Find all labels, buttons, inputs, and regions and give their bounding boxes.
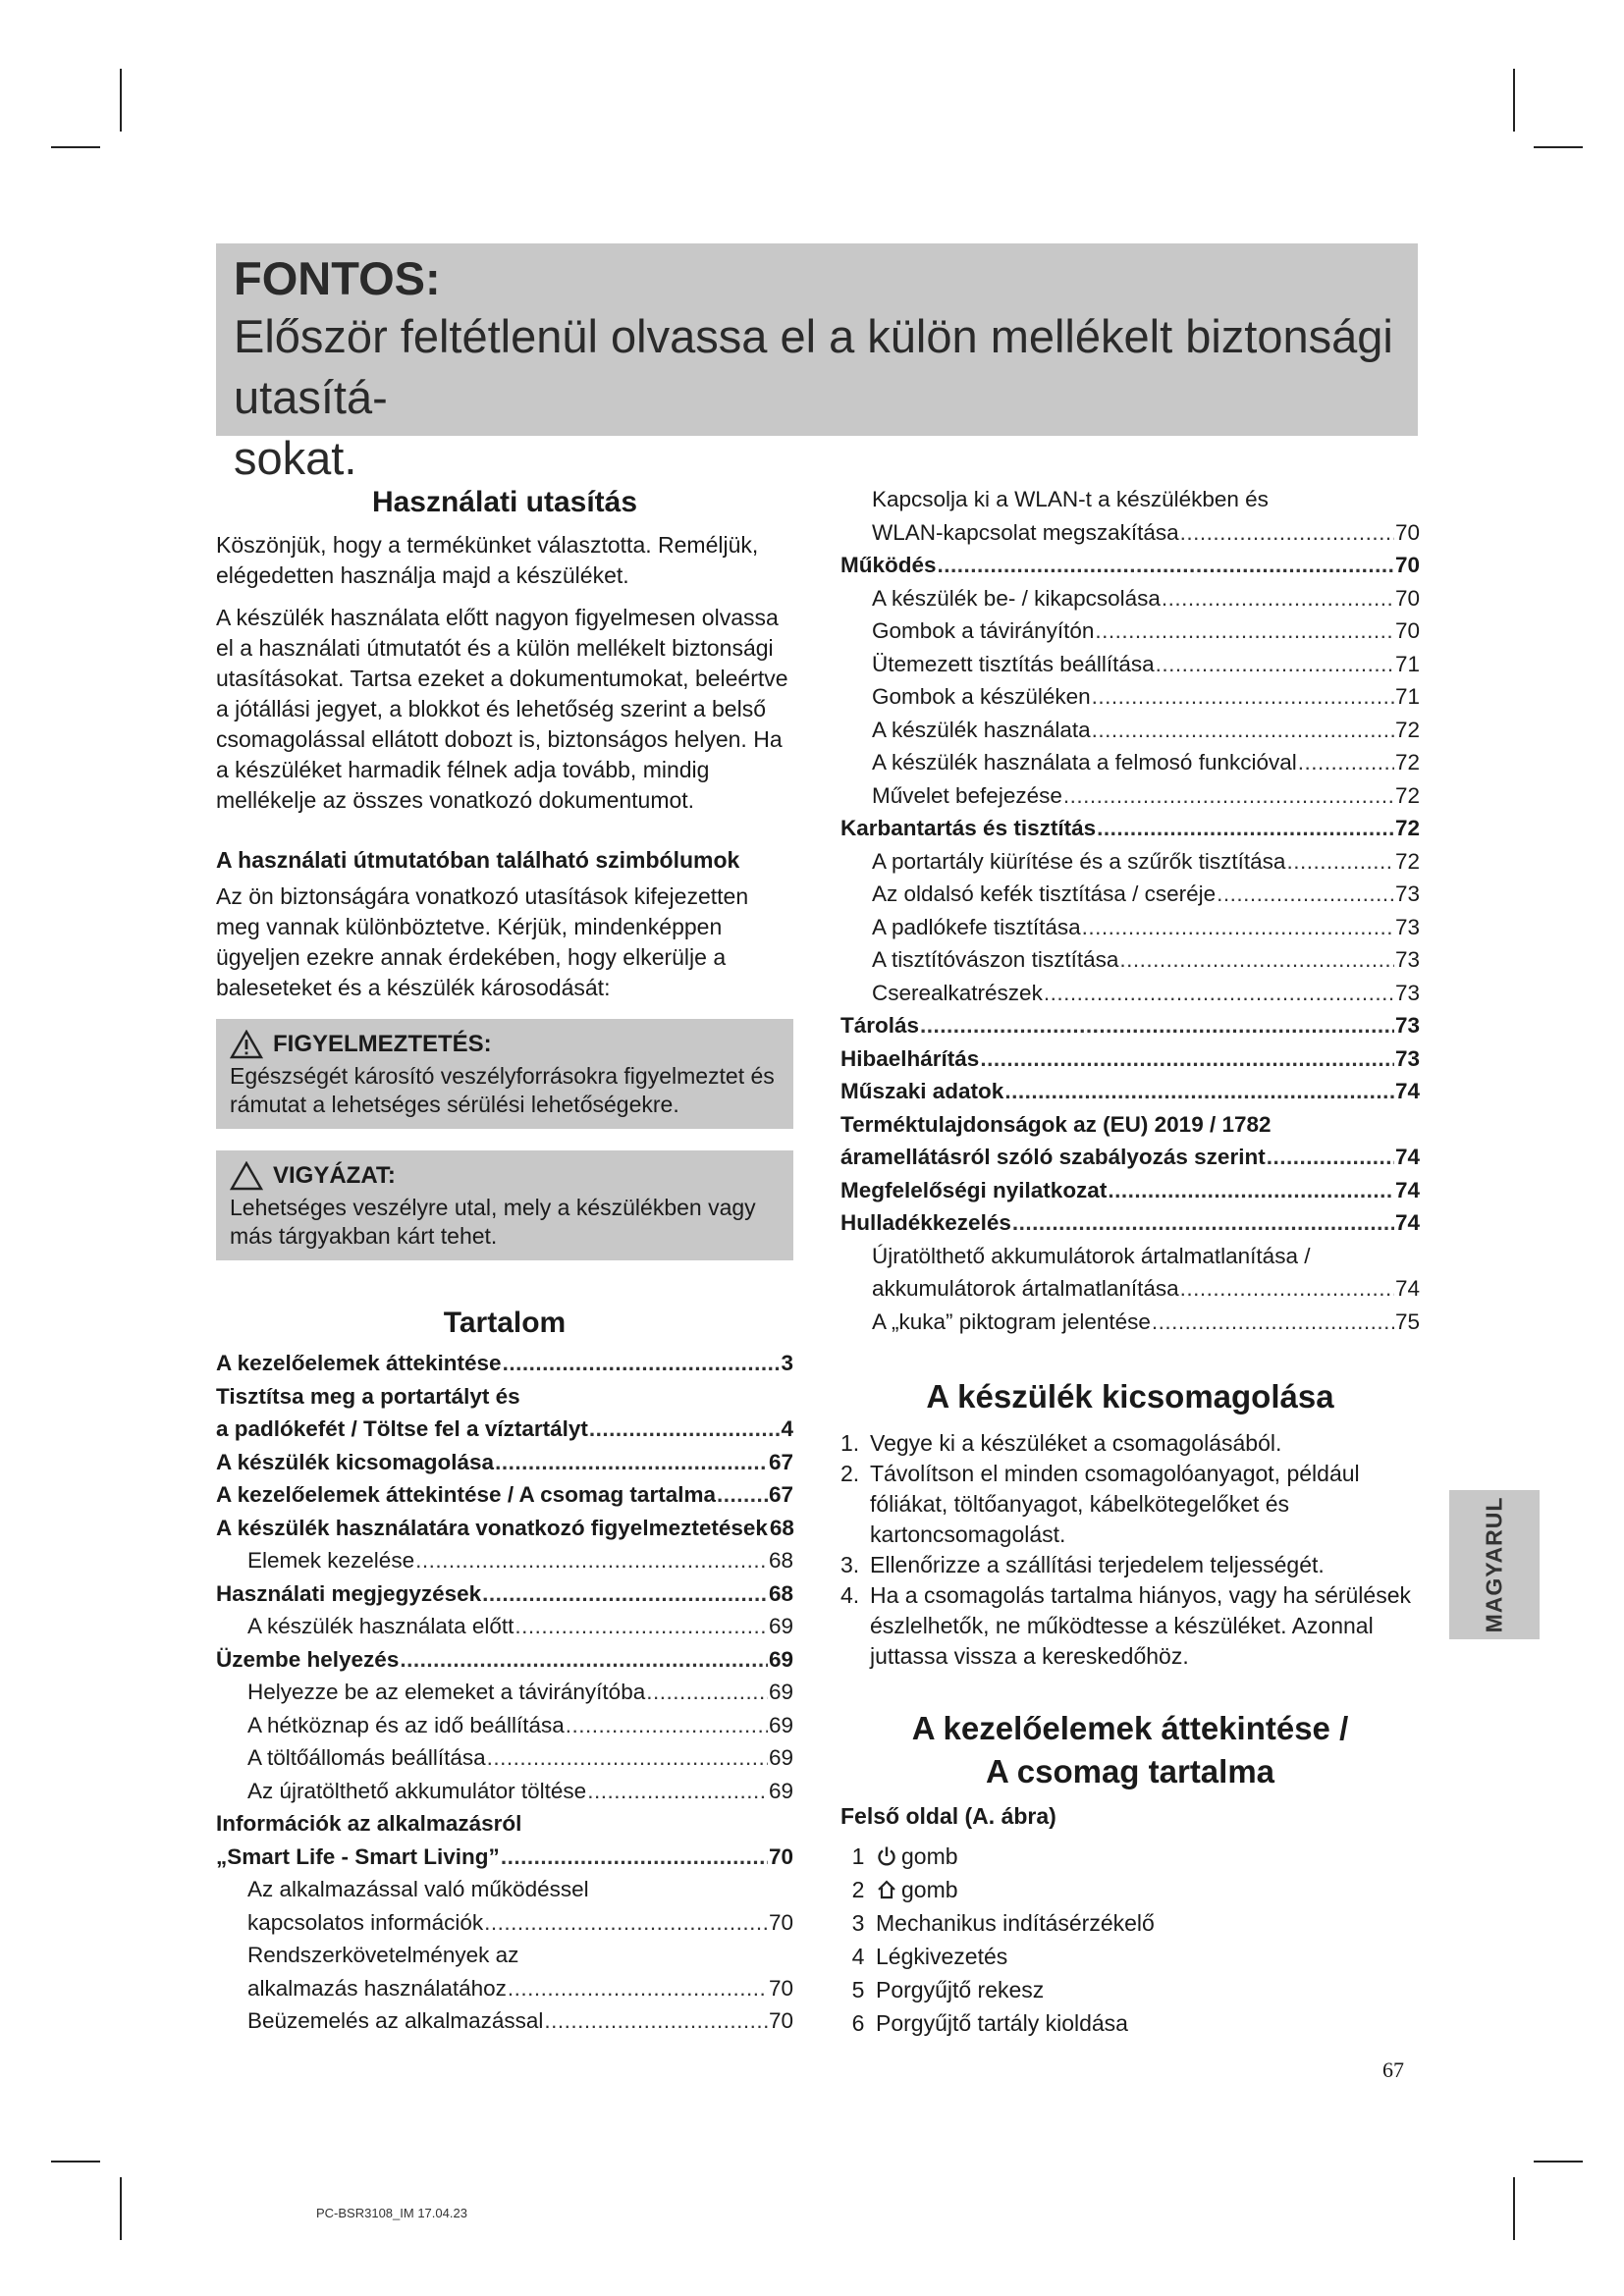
toc-entry-page: 69: [768, 1745, 793, 1770]
toc-entry: [216, 1610, 793, 1643]
toc-entry-page: 72: [1394, 848, 1420, 874]
step-text: Távolítson el minden csomagolóanyagot, például fóliákat, töltőanyagot, kábelkötegelőket és kartoncsomagolást.: [870, 1461, 1360, 1547]
toc-entry: [840, 911, 1420, 944]
part-number: 5: [851, 1977, 865, 2002]
toc-entry-title: Gombok a távirányítón: [872, 618, 1095, 643]
part-item: [840, 1973, 1420, 2006]
toc-entry-title: A készülék használatára vonatkozó figyelmeztetések: [216, 1515, 768, 1540]
toc-leader-dots: [1217, 878, 1394, 911]
toc-leader-dots: [487, 1741, 768, 1775]
toc-entry-title: akkumulátorok ártalmatlanítása: [872, 1276, 1179, 1301]
left-column: [216, 483, 793, 2038]
toc-entry: [840, 878, 1420, 911]
warning-text: Egészségét károsító veszélyforrásokra figyelmeztet és rámutat a lehetséges sérülési lehetőségekre.: [230, 1063, 775, 1117]
part-label-text: Mechanikus indításérzékelő: [876, 1910, 1155, 1936]
toc-leader-dots: [1156, 648, 1394, 681]
toc-leader-dots: [1092, 714, 1394, 747]
right-column: [840, 483, 1420, 2040]
toc-entry-line: Újratölthető akkumulátorok ártalmatlanítása /: [872, 1243, 1311, 1268]
toc-leader-dots: [1286, 845, 1394, 879]
toc-leader-dots: [646, 1676, 768, 1709]
toc-entry: [216, 1709, 793, 1742]
overview-heading-1: A kezelőelemek áttekintése /: [911, 1710, 1349, 1746]
toc-entry-page: 71: [1394, 651, 1420, 676]
toc-entry-title: Az oldalsó kefék tisztítása / cseréje: [872, 881, 1217, 906]
toc-leader-dots: [920, 1009, 1394, 1042]
part-number: 4: [851, 1944, 865, 1969]
toc-entry: [840, 812, 1420, 845]
toc-entry-title: A készülék be- / kikapcsolása: [872, 585, 1161, 611]
toc-entry-title: A kezelőelemek áttekintése: [216, 1351, 502, 1375]
part-item: [840, 1873, 1420, 1906]
overview-subheading: Felső oldal (A. ábra): [840, 1803, 1056, 1829]
toc-entry-title: alkalmazás használatához: [247, 1975, 507, 2001]
toc-entry-line: Kapcsolja ki a WLAN-t a készülékben és: [872, 487, 1269, 511]
toc-entry-page: 4: [781, 1416, 793, 1441]
unpack-step: [840, 1428, 1420, 1459]
toc-leader-dots: [1298, 746, 1394, 779]
toc-entry-title: Karbantartás és tisztítás: [840, 816, 1097, 840]
crop-mark: [1513, 2177, 1515, 2240]
toc-entry: [840, 943, 1420, 977]
toc-leader-dots: [938, 549, 1394, 582]
toc-entry-page: 70: [1394, 553, 1420, 577]
toc-entry-page: 73: [1394, 947, 1420, 972]
toc-entry: [840, 977, 1420, 1010]
toc-entry-title: A kezelőelemek áttekintése / A csomag tartalma: [216, 1482, 716, 1507]
overview-heading-2: A csomag tartalma: [985, 1753, 1275, 1789]
toc-entry-title: Az újratölthető akkumulátor töltése: [247, 1778, 587, 1803]
toc-leader-dots: [400, 1643, 768, 1677]
crop-mark: [120, 69, 122, 132]
toc-entry: [216, 2004, 793, 2038]
part-label-text: gomb: [901, 1843, 958, 1869]
toc-entry: [216, 1972, 793, 2005]
toc-entry-title: Üzembe helyezés: [216, 1646, 400, 1672]
part-item: [840, 1906, 1420, 1940]
toc-leader-dots: [415, 1544, 768, 1577]
step-text: Vegye ki a készüléket a csomagolásából.: [870, 1430, 1282, 1456]
toc-entry-page: 73: [1394, 980, 1420, 1005]
symbols-heading: A használati útmutatóban található szimbólumok: [216, 847, 740, 873]
toc-leader-dots: [1082, 911, 1394, 944]
toc-entry: [216, 1906, 793, 1940]
warning-title: FIGYELMEZTETÉS:: [273, 1031, 492, 1057]
toc-entry: [840, 714, 1420, 747]
toc-entry: [840, 1141, 1420, 1174]
toc-left-list: [216, 1347, 793, 2038]
language-tab-label: MAGYARUL: [1481, 1496, 1507, 1633]
crop-mark: [51, 2161, 100, 2163]
part-label-text: Porgyűjtő rekesz: [876, 1977, 1045, 2002]
caution-box: [216, 1150, 793, 1260]
toc-entry-title: A hétköznap és az idő beállítása: [247, 1712, 565, 1737]
step-number: 2.: [840, 1461, 860, 1486]
step-number: 1.: [840, 1430, 860, 1456]
part-label: [876, 1840, 958, 1873]
part-label-text: Porgyűjtő tartály kioldása: [876, 2010, 1128, 2036]
toc-right-list: [840, 483, 1420, 1338]
part-number: 3: [851, 1910, 865, 1936]
toc-entry: [840, 549, 1420, 582]
part-label-text: Légkivezetés: [876, 1944, 1008, 1969]
toc-entry-page: 70: [1394, 519, 1420, 545]
toc-entry: [840, 1174, 1420, 1207]
unpack-step: [840, 1550, 1420, 1580]
toc-entry-line: Információk az alkalmazásról: [216, 1811, 522, 1836]
toc-entry-page: 74: [1394, 1210, 1420, 1235]
toc-entry-title: A készülék használata: [872, 717, 1091, 742]
toc-entry: [840, 582, 1420, 615]
home-dock-icon: [876, 1879, 897, 1900]
toc-entry: [840, 1042, 1420, 1076]
toc-entry-page: 69: [768, 1614, 793, 1638]
toc-entry-title: A készülék használata előtt: [247, 1614, 514, 1638]
toc-leader-dots: [501, 1841, 768, 1874]
toc-entry-title: Helyezze be az elemeket a távirányítóba: [247, 1680, 646, 1704]
part-label: [876, 1873, 958, 1906]
toc-entry: [840, 779, 1420, 813]
toc-entry-title: Műszaki adatok: [840, 1079, 1004, 1103]
toc-entry-page: 70: [768, 1843, 793, 1869]
toc-entry-title: Működés: [840, 553, 937, 577]
toc-leader-dots: [1097, 812, 1394, 845]
toc-entry-title: kapcsolatos információk: [247, 1909, 484, 1935]
toc-entry-page: 73: [1394, 1013, 1420, 1038]
toc-entry-line: Rendszerkövetelmények az: [247, 1943, 519, 1967]
toc-entry: [216, 1413, 793, 1446]
toc-entry-page: 67: [768, 1449, 793, 1474]
toc-entry-page: 68: [768, 1580, 793, 1606]
toc-entry-page: 73: [1394, 881, 1420, 906]
unpack-steps: [840, 1428, 1420, 1672]
toc-entry: [216, 1841, 793, 1874]
toc-entry-title: Használati megjegyzések: [216, 1580, 482, 1606]
toc-entry-title: Művelet befejezése: [872, 782, 1062, 808]
toc-entry: [840, 746, 1420, 779]
banner-line-2: sokat.: [234, 432, 357, 484]
toc-leader-dots: [514, 1610, 768, 1643]
toc-entry: [840, 648, 1420, 681]
toc-entry-title: WLAN-kapcsolat megszakítása: [872, 519, 1179, 545]
footer-code: PC-BSR3108_IM 17.04.23: [316, 2206, 467, 2220]
banner-line-1: Először feltétlenül olvassa el a külön mellékelt biztonsági utasítá-: [234, 310, 1393, 423]
part-label: [876, 1906, 1155, 1940]
toc-entry-page: 70: [1394, 585, 1420, 611]
toc-entry: [840, 1272, 1420, 1306]
toc-entry-page: 72: [1394, 816, 1420, 840]
toc-entry-page: 74: [1394, 1276, 1420, 1301]
toc-entry-title: áramellátásról szóló szabályozás szerint: [840, 1145, 1266, 1169]
toc-entry-title: Hulladékkezelés: [840, 1210, 1011, 1235]
toc-leader-dots: [1108, 1174, 1394, 1207]
toc-leader-dots: [1012, 1206, 1394, 1240]
toc-entry-title: Megfelelőségi nyilatkozat: [840, 1177, 1108, 1202]
toc-leader-dots: [544, 2004, 768, 2038]
toc-entry-title: a padlókefét / Töltse fel a víztartályt: [216, 1416, 588, 1441]
toc-entry: [840, 1075, 1420, 1108]
toc-entry: [840, 614, 1420, 648]
toc-leader-dots: [484, 1906, 768, 1940]
toc-entry-page: 68: [768, 1548, 793, 1573]
toc-entry-title: A „kuka” piktogram jelentése: [872, 1308, 1151, 1334]
intro-heading: Használati utasítás: [371, 486, 638, 518]
part-label: [876, 2006, 1128, 2040]
toc-entry: [216, 1643, 793, 1677]
toc-entry-title: A portartály kiürítése és a szűrők tisztítása: [872, 848, 1286, 874]
part-number: 6: [851, 2010, 865, 2036]
toc-leader-dots: [1092, 680, 1394, 714]
warning-triangle-icon: [230, 1030, 263, 1059]
part-item: [840, 1940, 1420, 1973]
toc-heading: Tartalom: [443, 1307, 567, 1339]
toc-entry-page: 73: [1394, 1045, 1420, 1071]
toc-leader-dots: [1180, 516, 1394, 550]
toc-entry-page: 3: [781, 1351, 793, 1375]
toc-entry-title: A tisztítóvászon tisztítása: [872, 947, 1119, 972]
toc-entry-title: Elemek kezelése: [247, 1548, 415, 1573]
toc-entry: [216, 1478, 793, 1512]
crop-mark: [1534, 2161, 1583, 2163]
toc-entry: [216, 1577, 793, 1611]
toc-entry: [216, 1446, 793, 1479]
toc-entry: [840, 1306, 1420, 1339]
toc-entry-page: 69: [768, 1778, 793, 1803]
toc-entry-title: Cserealkatrészek: [872, 980, 1043, 1005]
crop-mark: [120, 2177, 122, 2240]
toc-entry-page: 74: [1394, 1079, 1420, 1103]
caution-title-row: [230, 1158, 782, 1194]
power-icon: [876, 1845, 897, 1867]
toc-entry-title: Ütemezett tisztítás beállítása: [872, 651, 1155, 676]
toc-entry: [216, 1741, 793, 1775]
intro-paragraph-1: Köszönjük, hogy a termékünket választotta. Reméljük, elégedetten használja majd a készüléket.: [216, 532, 759, 588]
toc-leader-dots: [1152, 1306, 1394, 1339]
toc-entry-title: Tárolás: [840, 1013, 920, 1038]
warning-title-row: [230, 1027, 782, 1062]
toc-leader-dots: [482, 1577, 768, 1611]
toc-entry-line: Terméktulajdonságok az (EU) 2019 / 1782: [840, 1111, 1272, 1137]
toc-leader-dots: [566, 1709, 768, 1742]
unpack-heading: A készülék kicsomagolása: [926, 1378, 1334, 1415]
toc-leader-dots: [1180, 1272, 1394, 1306]
crop-mark: [1534, 146, 1583, 148]
part-number: 2: [851, 1877, 865, 1902]
toc-entry-page: 71: [1394, 684, 1420, 709]
step-text: Ha a csomagolás tartalma hiányos, vagy ha sérülések észlelhetők, ne működtesse a készüléket. Azonnal juttassa vissza a kereskedőhöz.: [870, 1582, 1412, 1669]
toc-leader-dots: [1162, 582, 1394, 615]
toc-leader-dots: [587, 1775, 768, 1808]
toc-entry-page: 72: [1394, 717, 1420, 742]
caution-title: VIGYÁZAT:: [273, 1162, 396, 1189]
toc-entry-page: 72: [1394, 750, 1420, 774]
crop-mark: [1513, 69, 1515, 132]
toc-entry-page: 74: [1394, 1145, 1420, 1169]
important-banner: [216, 243, 1418, 484]
toc-entry-line: Az alkalmazással való működéssel: [247, 1877, 589, 1901]
toc-leader-dots: [980, 1042, 1394, 1076]
toc-leader-dots: [1095, 614, 1394, 648]
toc-entry: [216, 1775, 793, 1808]
toc-entry: [840, 680, 1420, 714]
toc-leader-dots: [503, 1347, 781, 1380]
toc-entry-page: 69: [768, 1712, 793, 1737]
toc-entry-title: „Smart Life - Smart Living”: [216, 1843, 500, 1869]
toc-entry-page: 72: [1394, 782, 1420, 808]
toc-entry-title: Hibaelhárítás: [840, 1045, 980, 1071]
toc-entry-page: 70: [768, 1975, 793, 2001]
part-label: [876, 1973, 1044, 2006]
toc-entry-page: 73: [1394, 914, 1420, 939]
toc-entry: [216, 1347, 793, 1380]
toc-entry-page: 70: [1394, 618, 1420, 643]
part-item: [840, 1840, 1420, 1873]
banner-title: FONTOS:: [234, 252, 441, 304]
language-tab: [1449, 1490, 1540, 1639]
toc-entry-page: 74: [1394, 1177, 1420, 1202]
toc-entry-page: 69: [768, 1680, 793, 1704]
toc-entry-page: 75: [1394, 1308, 1420, 1334]
toc-entry-page: 70: [768, 1909, 793, 1935]
caution-text: Lehetséges veszélyre utal, mely a készülékben vagy más tárgyakban kárt tehet.: [230, 1195, 756, 1249]
toc-entry: [840, 845, 1420, 879]
intro-paragraph-2: A készülék használata előtt nagyon figyelmesen olvassa el a használati útmutatót és a külön mellékelt biztonsági utasításokat. Tartsa ezeket a dokumentumokat, beleértve a jótállási jegyet, a blokkot és lehetőség szerint a belső csomagolással ellátott dobozt is, biztonságos helyen. Ha a készüléket harmadik félnek adja tovább, mindig mellékelje az összes vonatkozó dokumentumot.: [216, 605, 788, 813]
toc-entry-title: A készülék kicsomagolása: [216, 1449, 495, 1474]
toc-entry-page: 68: [769, 1515, 794, 1540]
toc-entry-page: 69: [768, 1646, 793, 1672]
toc-leader-dots: [1044, 977, 1394, 1010]
toc-entry: [216, 1512, 793, 1545]
toc-leader-dots: [1119, 943, 1394, 977]
symbols-text: Az ön biztonságára vonatkozó utasítások kifejezetten meg vannak különböztetve. Kérjük, mindenképpen ügyeljen ezekre annak érdekében, hogy elkerülje a baleseteket és a készülék károsodását:: [216, 883, 749, 1000]
crop-mark: [51, 146, 100, 148]
toc-leader-dots: [508, 1972, 768, 2005]
toc-leader-dots: [589, 1413, 781, 1446]
toc-entry-title: Gombok a készüléken: [872, 684, 1091, 709]
toc-entry-title: A padlókefe tisztítása: [872, 914, 1081, 939]
parts-list: [840, 1840, 1420, 2040]
step-text: Ellenőrizze a szállítási terjedelem teljességét.: [870, 1552, 1325, 1577]
toc-leader-dots: [1267, 1141, 1394, 1174]
toc-leader-dots: [1063, 779, 1394, 813]
toc-entry: [216, 1544, 793, 1577]
toc-entry: [840, 516, 1420, 550]
step-number: 4.: [840, 1582, 860, 1608]
part-item: [840, 2006, 1420, 2040]
step-number: 3.: [840, 1552, 860, 1577]
warning-box: [216, 1019, 793, 1129]
part-label-text: gomb: [901, 1877, 958, 1902]
page-number: 67: [1382, 2057, 1404, 2082]
part-label: [876, 1940, 1007, 1973]
toc-leader-dots: [1004, 1075, 1394, 1108]
toc-entry: [216, 1676, 793, 1709]
toc-entry: [840, 1009, 1420, 1042]
toc-entry-page: 70: [768, 2008, 793, 2033]
caution-triangle-icon: [230, 1161, 263, 1191]
toc-entry-line: Tisztítsa meg a portartályt és: [216, 1383, 520, 1409]
toc-entry-title: A töltőállomás beállítása: [247, 1745, 486, 1770]
unpack-step: [840, 1580, 1420, 1672]
toc-entry: [840, 1206, 1420, 1240]
toc-leader-dots: [495, 1446, 768, 1479]
toc-entry-title: A készülék használata a felmosó funkcióval: [872, 750, 1297, 774]
toc-entry-title: Beüzemelés az alkalmazással: [247, 2008, 544, 2033]
toc-leader-dots: [717, 1478, 768, 1512]
unpack-step: [840, 1459, 1420, 1550]
part-number: 1: [851, 1843, 865, 1869]
toc-entry-page: 67: [768, 1482, 793, 1507]
